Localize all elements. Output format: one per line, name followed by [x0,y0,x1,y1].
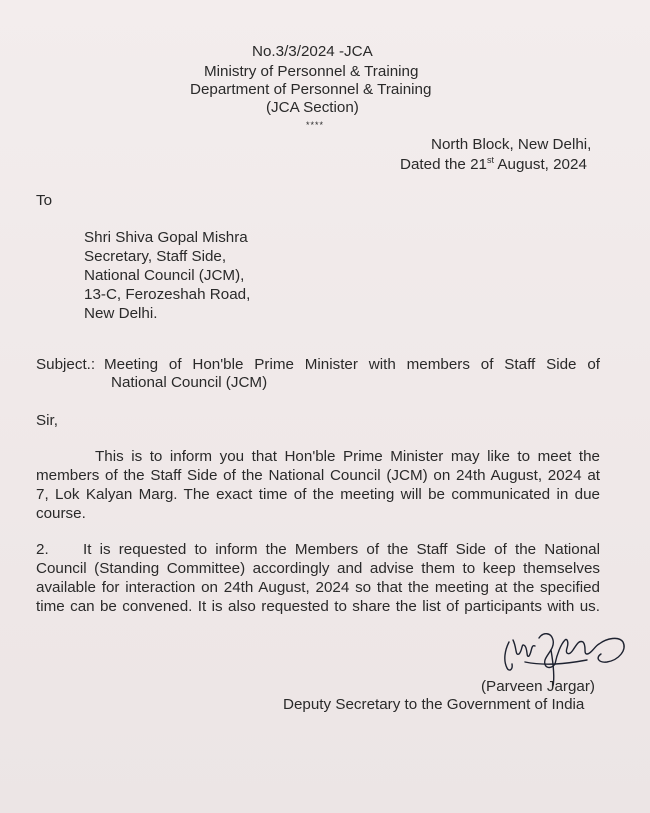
salutation: Sir, [36,412,58,429]
department-name: Department of Personnel & Training [190,81,432,98]
place: North Block, New Delhi, [431,136,592,153]
para2-number: 2. [36,541,49,558]
para2-line: It is requested to inform the Members of the Staff Side of the National [83,541,600,558]
signatory-name: (Parveen Jargar) [481,678,595,695]
address-line: Secretary, Staff Side, [84,248,227,265]
para1-line: 7, Lok Kalyan Marg. The exact time of the meeting will be communicated in due [36,486,600,503]
para1-line: This is to inform you that Hon'ble Prime Minister may like to meet the [95,448,600,465]
subject-line: Meeting of Hon'ble Prime Minister with members of Staff Side of [104,356,600,373]
subject-line: National Council (JCM) [111,374,268,391]
address-line: 13-C, Ferozeshah Road, [84,286,251,303]
section-name: (JCA Section) [266,99,359,116]
to-label: To [36,192,53,209]
address-line: Shri Shiva Gopal Mishra [84,229,248,246]
ministry-name: Ministry of Personnel & Training [204,63,419,80]
reference-number: No.3/3/2024 -JCA [252,43,373,60]
date-line [400,155,587,174]
para1-line: course. [36,505,86,522]
para1-line: members of the Staff Side of the National Council (JCM) on 24th August, 2024 at [36,467,600,484]
stars-divider: **** [306,120,325,130]
signatory-designation: Deputy Secretary to the Government of India [283,696,585,713]
date-suffix: August, 2024 [494,156,587,173]
date-prefix: Dated the 21 [400,156,487,173]
date-ordinal: st [486,154,494,165]
address-line: New Delhi. [84,305,158,322]
para2-line: Council (Standing Committee) accordingly and advise them to keep themselves [36,560,600,577]
para2-line: available for interaction on 24th August, 2024 so that the meeting at the specified [36,579,600,596]
address-line: National Council (JCM), [84,267,245,284]
subject-label: Subject.: [36,356,96,373]
para2-line: time can be convened. It is also requested to share the list of participants with us. [36,598,600,615]
